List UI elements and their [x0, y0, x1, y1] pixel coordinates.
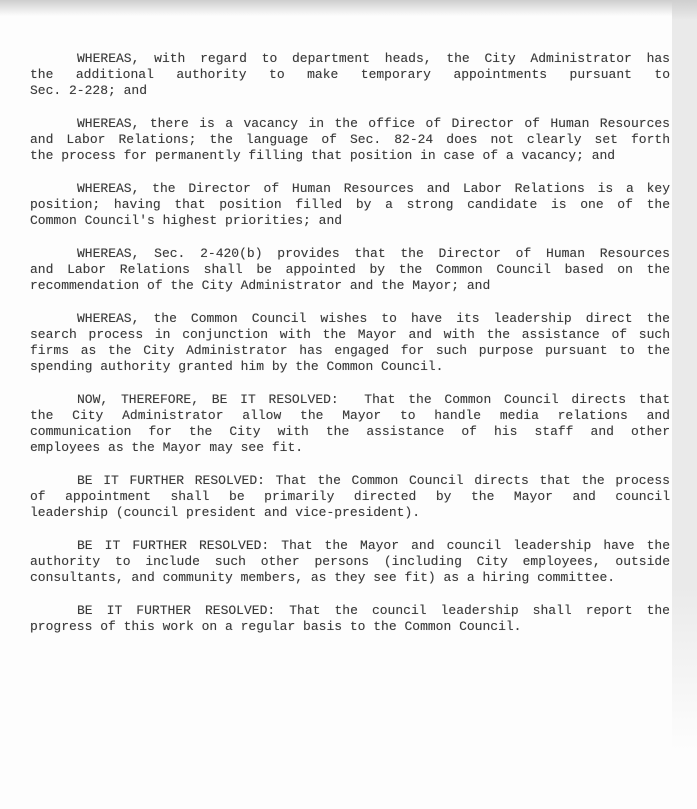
paragraph: [30, 311, 670, 375]
text-line: and Labor Relations shall be appointed by the Common Council based on the: [30, 262, 670, 277]
paragraph: [30, 392, 670, 456]
text-line: authority to include such other persons (including City employees, outside: [30, 554, 670, 569]
text-line: WHEREAS, there is a vacancy in the office of Director of Human Resources: [77, 116, 670, 131]
text-line: the process for permanently filling that position in case of a vacancy; and: [30, 148, 616, 163]
paragraph: [30, 181, 670, 229]
scan-stripe-artifact: [672, 0, 697, 750]
text-line: the City Administrator allow the Mayor to handle media relations and: [30, 408, 670, 423]
paragraph: [30, 116, 670, 164]
text-line: position; having that position filled by a strong candidate is one of the: [30, 197, 670, 212]
text-line: of appointment shall be primarily directed by the Mayor and council: [30, 489, 670, 504]
text-line: BE IT FURTHER RESOLVED: That the Mayor and council leadership have the: [77, 538, 670, 553]
text-line: employees as the Mayor may see fit.: [30, 440, 304, 455]
scan-top-shadow: [0, 0, 697, 16]
text-line: leadership (council president and vice-president).: [30, 505, 421, 520]
text-line: WHEREAS, with regard to department heads, the City Administrator has: [77, 51, 670, 66]
text-line: BE IT FURTHER RESOLVED: That the Common Council directs that the process: [77, 473, 670, 488]
paragraph: [30, 246, 670, 294]
text-line: firms as the City Administrator has engaged for such purpose pursuant to the: [30, 343, 670, 358]
paragraph: [30, 538, 670, 586]
text-line: progress of this work on a regular basis to the Common Council.: [30, 619, 522, 634]
text-line: spending authority granted him by the Common Council.: [30, 359, 444, 374]
paragraph: [30, 473, 670, 521]
document-body: [30, 51, 670, 652]
text-line: and Labor Relations; the language of Sec. 82-24 does not clearly set forth: [30, 132, 670, 147]
text-line: Sec. 2-228; and: [30, 83, 148, 98]
text-line: WHEREAS, Sec. 2-420(b) provides that the Director of Human Resources: [77, 246, 670, 261]
paragraph: [30, 51, 670, 99]
text-line: communication for the City with the assistance of his staff and other: [30, 424, 670, 439]
text-line: search process in conjunction with the Mayor and with the assistance of such: [30, 327, 670, 342]
text-line: the additional authority to make temporary appointments pursuant to: [30, 67, 670, 82]
text-line: recommendation of the City Administrator and the Mayor; and: [30, 278, 491, 293]
text-line: NOW, THEREFORE, BE IT RESOLVED: That the Common Council directs that: [77, 392, 670, 407]
text-line: WHEREAS, the Common Council wishes to have its leadership direct the: [77, 311, 670, 326]
text-line: BE IT FURTHER RESOLVED: That the council leadership shall report the: [77, 603, 670, 618]
text-line: consultants, and community members, as they see fit) as a hiring committee.: [30, 570, 616, 585]
text-line: Common Council's highest priorities; and: [30, 213, 343, 228]
text-line: WHEREAS, the Director of Human Resources and Labor Relations is a key: [77, 181, 670, 196]
paragraph: [30, 603, 670, 635]
